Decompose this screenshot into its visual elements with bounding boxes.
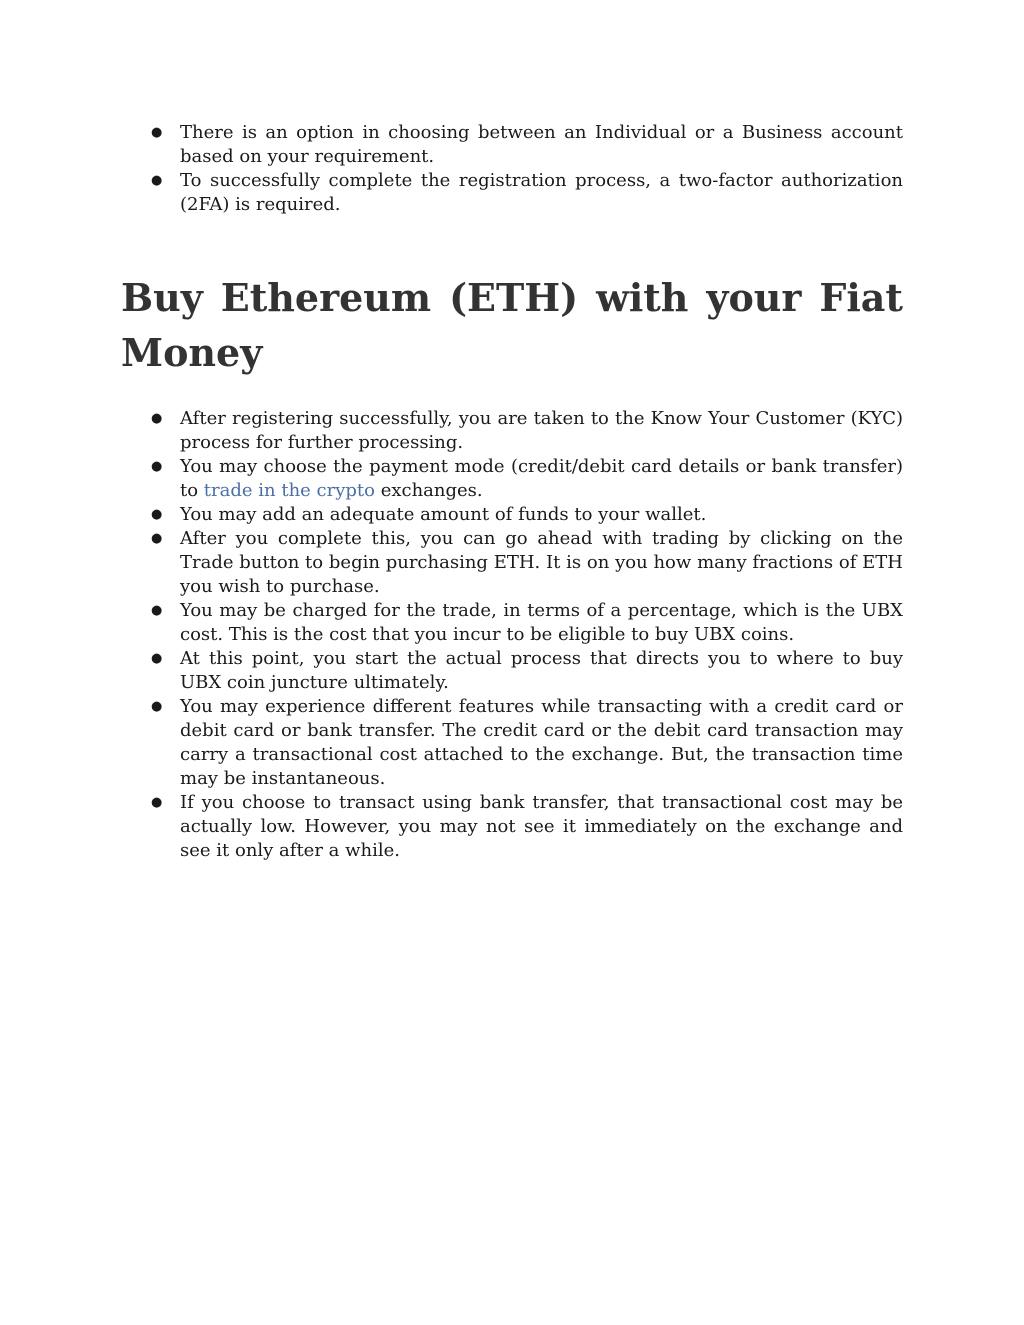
list-item xyxy=(143,647,903,695)
list-item-text: You may experience different features while transacting with a credit card or debit card or bank transfer. The credit card or the debit card transaction may carry a transactional cost attached to the exchange. But, the transaction time may be instantaneous. xyxy=(180,696,903,789)
heading-word: Buy xyxy=(121,275,203,320)
list-item xyxy=(143,503,903,527)
list-item xyxy=(143,791,903,863)
list-item xyxy=(143,121,903,169)
list-item-text: After registering successfully, you are taken to the Know Your Customer (KYC) process for further processing. xyxy=(180,408,903,453)
list-item-text: At this point, you start the actual process that directs you to where to buy UBX coin juncture ultimately. xyxy=(180,648,903,693)
list-item xyxy=(143,599,903,647)
list-item xyxy=(143,407,903,455)
bullet-icon: ● xyxy=(151,125,163,140)
bullet-icon: ● xyxy=(151,699,163,714)
bullet-icon: ● xyxy=(151,507,163,522)
list-item-text: To successfully complete the registration process, a two-factor authorization (2FA) is required. xyxy=(180,170,903,215)
heading-line-2: Money xyxy=(121,330,263,375)
bullet-icon: ● xyxy=(151,795,163,810)
list-item-text: If you choose to transact using bank transfer, that transactional cost may be actually low. However, you may not see it immediately on the exchange and see it only after a while. xyxy=(180,792,903,861)
bullet-icon: ● xyxy=(151,603,163,618)
heading-word: Fiat xyxy=(819,275,903,320)
list-item-text: You may be charged for the trade, in terms of a percentage, which is the UBX cost. This is the cost that you incur to be eligible to buy UBX coins. xyxy=(180,600,903,645)
bullet-icon: ● xyxy=(151,459,163,474)
list-item-text: You may add an adequate amount of funds to your wallet. xyxy=(180,504,707,525)
list-item xyxy=(143,455,903,503)
list-item xyxy=(143,169,903,217)
heading-word: with xyxy=(596,275,689,320)
bullet-icon: ● xyxy=(151,411,163,426)
heading-word: (ETH) xyxy=(449,275,579,320)
section-heading xyxy=(121,270,903,380)
list-item-text: There is an option in choosing between an Individual or a Business account based on your requirement. xyxy=(180,122,903,167)
intro-bullet-list xyxy=(143,121,903,217)
list-item-text: You may choose the payment mode (credit/debit card details or bank transfer) to xyxy=(180,456,903,501)
list-item xyxy=(143,527,903,599)
trade-in-crypto-link[interactable]: trade in the crypto xyxy=(203,480,375,501)
heading-word: Ethereum xyxy=(220,275,432,320)
list-item-text: exchanges. xyxy=(374,480,483,501)
steps-bullet-list xyxy=(143,407,903,863)
list-item xyxy=(143,695,903,791)
list-item-text: After you complete this, you can go ahead with trading by clicking on the Trade button to begin purchasing ETH. It is on you how many fractions of ETH you wish to purchase. xyxy=(180,528,903,597)
bullet-icon: ● xyxy=(151,173,163,188)
heading-line-1 xyxy=(121,270,903,325)
bullet-icon: ● xyxy=(151,651,163,666)
heading-word: your xyxy=(706,275,802,320)
bullet-icon: ● xyxy=(151,531,163,546)
